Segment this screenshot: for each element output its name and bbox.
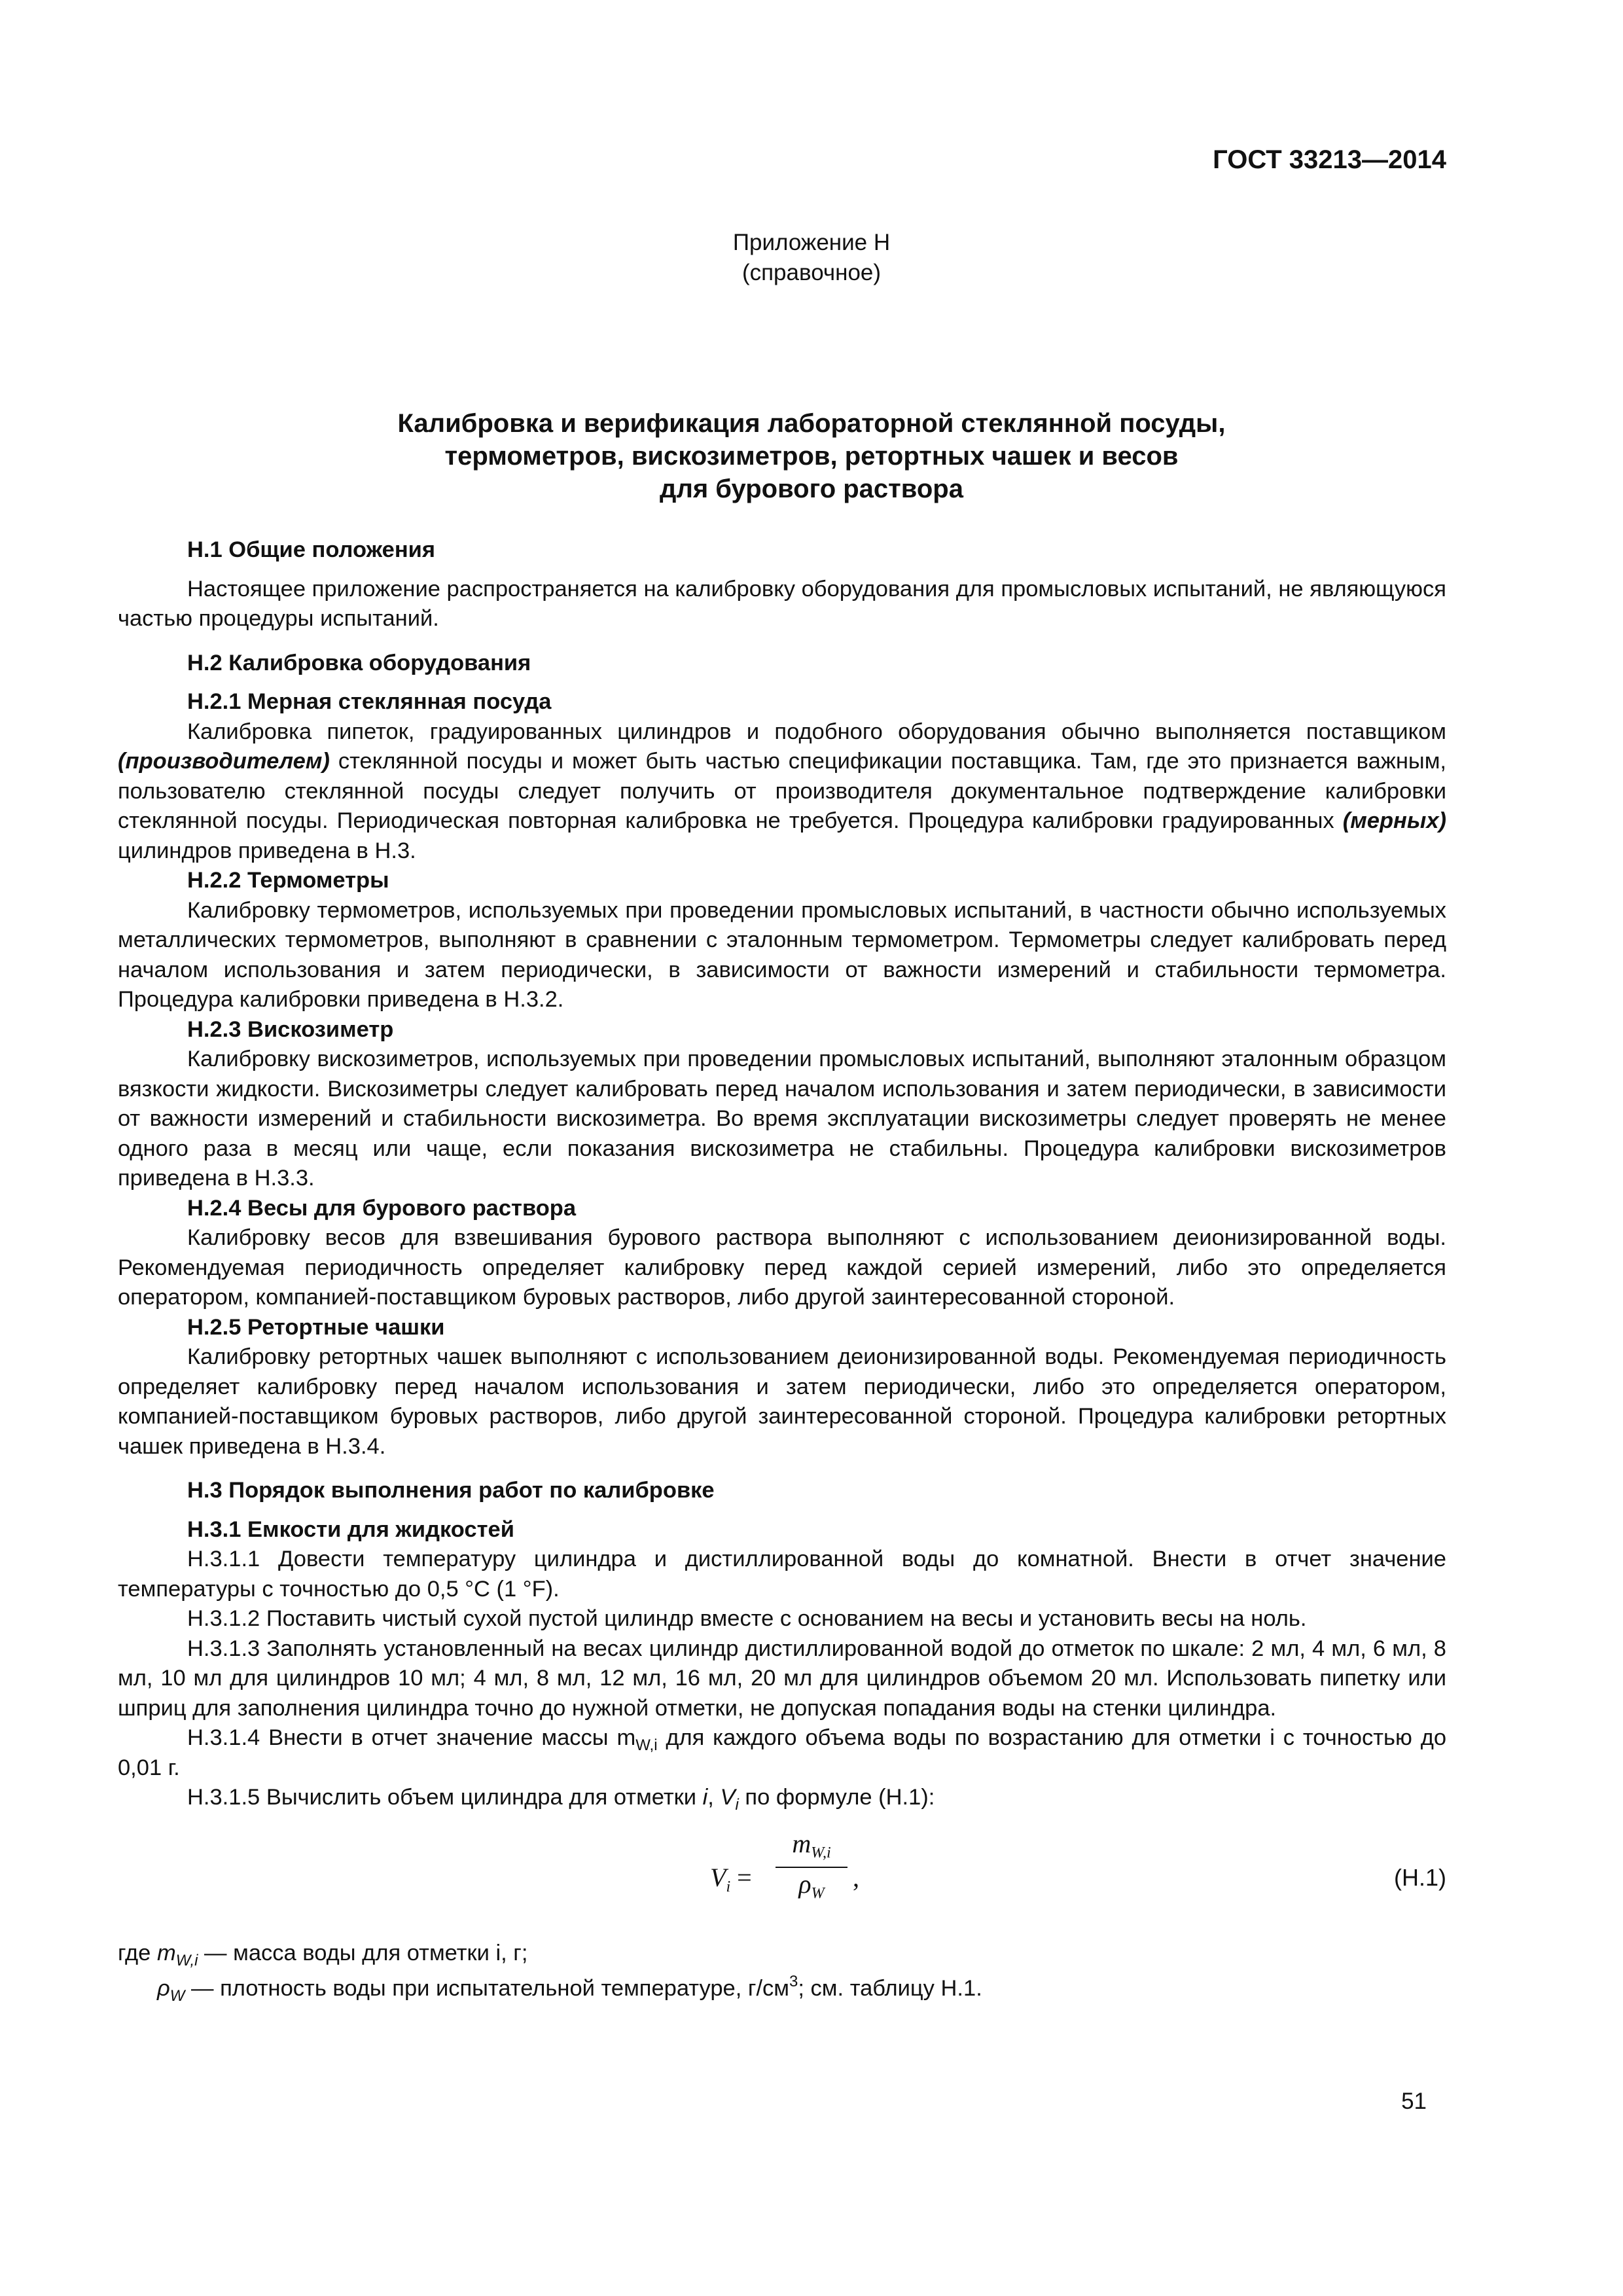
section-h2-5-paragraph: Калибровку ретортных чашек выполняют с использованием деионизированной воды. Рекомендуемая периодичность определяет калибровку перед началом использования и затем периодически, либо это определяется оператором, компанией-поставщиком буровых растворов, либо другой заинтересованной стороной. Процедура калибровки ретортных чашек приведена в Н.3.4.	[118, 1344, 1446, 1459]
formula-h1	[118, 1822, 1446, 1933]
formula-lhs-symbol: V	[710, 1862, 726, 1892]
formula-equals: =	[730, 1862, 752, 1892]
legend-density-symbol: ρ	[157, 1975, 170, 2001]
legend-row-density	[157, 1974, 982, 2004]
h3-1-5-volume-subscript: i	[735, 1796, 739, 1814]
page-number: 51	[1401, 2089, 1427, 2114]
section-heading-h2-2: Н.2.2 Термометры	[187, 868, 389, 893]
formula-fraction-bar	[776, 1867, 847, 1868]
h3-1-5-volume-symbol: V	[720, 1785, 736, 1810]
formula-comma: ,	[853, 1862, 859, 1892]
section-heading-h2: Н.2 Калибровка оборудования	[187, 650, 531, 675]
formula-den-subscript: W	[811, 1884, 825, 1902]
formula-lhs-subscript: i	[726, 1878, 731, 1895]
h3-1-4-subscript: W,i	[635, 1736, 658, 1754]
clause-h3-1-4	[118, 1723, 1446, 1783]
h3-1-5-mark-i: i	[702, 1785, 708, 1810]
formula-number: (Н.1)	[1394, 1863, 1446, 1891]
section-h2-2-paragraph: Калибровку термометров, используемых при проведении промысловых испытаний, в частности обычно используемых металлических термометров, выполняют в сравнении с эталонным термометром. Термометры следует калибровать перед началом использования и затем периодически, в зависимости от важности измерений и стабильности термометра. Процедура калибровки приведена в Н.3.2.	[118, 897, 1446, 1012]
legend-density-dash: —	[185, 1975, 221, 2001]
section-h2-1-paragraph	[118, 717, 1446, 867]
formula-num-symbol: m	[792, 1828, 812, 1858]
document-code: ГОСТ 33213—2014	[1213, 145, 1446, 174]
h3-1-5-text-b: по формуле (Н.1):	[738, 1785, 935, 1810]
clause-h3-1-3: Н.3.1.3 Заполнять установленный на весах цилиндр дистиллированной водой до отметок по шкале: 2 мл, 4 мл, 6 мл, 8 мл, 10 мл для цилиндров 10 мл; 4 мл, 8 мл, 12 мл, 16 мл, 20 мл для цилиндров объемом 20 мл. Использовать пипетку или шприц для заполнения цилиндра точно до нужной отметки, не допуская попадания воды на стенки цилиндра.	[118, 1636, 1446, 1721]
clause-h3-1-1: Н.3.1.1 Довести температуру цилиндра и дистиллированной воды до комнатной. Внести в отчет значение температуры с точностью до 0,5 °С (1 °F).	[118, 1547, 1446, 1602]
section-heading-h3: Н.3 Порядок выполнения работ по калибровке	[187, 1478, 715, 1503]
h3-1-5-text-a: Н.3.1.5 Вычислить объем цилиндра для отметки	[187, 1785, 703, 1810]
section-heading-h2-4: Н.2.4 Весы для бурового раствора	[187, 1195, 577, 1221]
legend-mass-symbol: m	[156, 1940, 176, 1965]
h2-1-emphasis-measuring: (мерных)	[1342, 808, 1446, 833]
section-h2-3-paragraph: Калибровку вискозиметров, используемых при проведении промысловых испытаний, выполняют эталонным образцом вязкости жидкости. Вискозиметры следует калибровать перед началом использования и затем периодически, в зависимости от важности измерений и стабильности вискозиметра. Во время эксплуатации вискозиметры следует проверять не менее одного раза в месяц или чаще, если показания вискозиметра не стабильны. Процедура калибровки вискозиметров приведена в Н.3.3.	[118, 1047, 1446, 1191]
h3-1-4-text-a: Н.3.1.4 Внести в отчет значение массы m	[187, 1725, 636, 1750]
section-heading-h1: Н.1 Общие положения	[187, 537, 436, 562]
legend-density-subscript: W	[169, 1986, 185, 2005]
main-title-line-2: термометров, вискозиметров, ретортных чашек и весов	[444, 442, 1179, 471]
formula-num-subscript: W,i	[811, 1844, 831, 1861]
clause-h3-1-2: Н.3.1.2 Поставить чистый сухой пустой цилиндр вместе с основанием на весы и установить весы на ноль.	[187, 1606, 1307, 1631]
legend-mass-description: масса воды для отметки i, г;	[233, 1940, 528, 1965]
main-title-line-3: для бурового раствора	[660, 475, 963, 503]
section-heading-h2-5: Н.2.5 Ретортные чашки	[187, 1314, 445, 1340]
legend-intro: где	[118, 1940, 157, 1965]
section-h1-paragraph: Настоящее приложение распространяется на калибровку оборудования для промысловых испытаний, не являющуюся частью процедуры испытаний.	[118, 576, 1446, 631]
formula-den-symbol: ρ	[798, 1869, 812, 1899]
h2-1-text-b: стеклянной посуды и может быть частью спецификации поставщика. Там, где это признается важным, пользователю стеклянной посуды следует получить от производителя документальное подтверждение калибровки стеклянной посуды. Периодическая повторная калибровка не требуется. Процедура калибровки градуированных	[118, 749, 1446, 833]
section-heading-h3-1: Н.3.1 Емкости для жидкостей	[187, 1516, 514, 1542]
formula-numerator	[776, 1829, 847, 1865]
legend-row-mass	[118, 1939, 527, 1969]
formula-legend	[118, 1939, 1446, 2005]
legend-density-superscript: 3	[789, 1972, 798, 1990]
clause-h3-1-5	[118, 1783, 1446, 1813]
h3-1-5-separator: ,	[707, 1785, 721, 1810]
annex-title: Приложение Н	[732, 230, 891, 255]
body-text	[118, 535, 1446, 2005]
annex-heading	[0, 228, 1623, 288]
section-h2-4-paragraph: Калибровку весов для взвешивания бурового раствора выполняют с использованием деионизированной воды. Рекомендуемая периодичность определяет калибровку перед каждой серией измерений, либо это определяется оператором, компанией-поставщиком буровых растворов, либо другой заинтересованной стороной.	[118, 1225, 1446, 1310]
formula-denominator	[776, 1869, 847, 1902]
legend-density-description-b: ; см. таблицу Н.1.	[798, 1975, 982, 2001]
section-heading-h2-1: Н.2.1 Мерная стеклянная посуда	[187, 689, 552, 714]
h2-1-text-c: цилиндров приведена в Н.3.	[118, 838, 416, 863]
legend-density-description-a: плотность воды при испытательной температуре, г/см	[220, 1975, 790, 2001]
h3-1-4-text-b: для каждого объема воды по возрастанию для отметки i с точностью до 0,01 г.	[118, 1725, 1447, 1780]
main-title-line-1: Калибровка и верификация лабораторной стеклянной посуды,	[397, 409, 1226, 438]
annex-main-title	[0, 407, 1623, 505]
section-heading-h2-3: Н.2.3 Вискозиметр	[187, 1016, 394, 1042]
legend-mass-subscript: W,i	[175, 1951, 198, 1969]
formula-fraction	[776, 1828, 847, 1902]
h2-1-emphasis-manufacturer: (производителем)	[118, 749, 330, 774]
h2-1-text-a: Калибровка пипеток, градуированных цилиндров и подобного оборудования обычно выполняется поставщиком	[187, 719, 1446, 744]
legend-mass-dash: —	[198, 1940, 234, 1965]
annex-kind: (справочное)	[741, 260, 882, 285]
formula-lhs	[710, 1863, 752, 1893]
